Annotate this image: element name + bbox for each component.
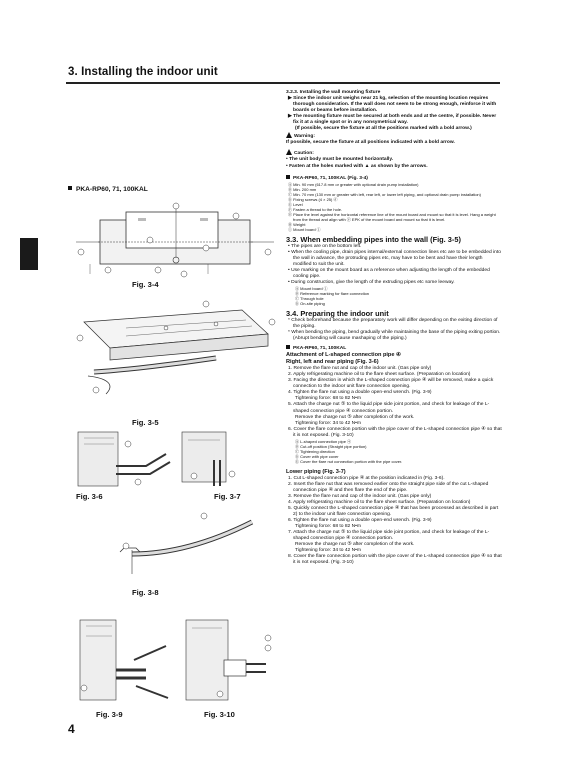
s323-bullet: (If possible, secure the fixture at all the positions marked with a bold arrow.) [295, 126, 472, 132]
s33-bullet: • The pipes are on the bottom left. [288, 243, 362, 249]
chapter-tab [20, 238, 38, 270]
caution-item: • The unit body must be mounted horizontally. [286, 157, 394, 163]
figure-3-5 [66, 298, 280, 398]
s33-heading: 3.3. When embedding pipes into the wall (Fig. 3-5) [286, 234, 461, 244]
fig34-item: Ⓕ Fasten a thread to the hole. [288, 206, 343, 212]
figure-3-4-label: Fig. 3-4 [132, 280, 159, 289]
figure-3-7 [180, 430, 278, 488]
lower-step: 5. Quickly connect the L-shaped connection pipe ④ that has been processed as described in part 2) to the indoor unit flare connection opening. [288, 505, 499, 518]
caution-item: • Fasten at the holes marked with ▲ as shown by the arrows. [286, 163, 428, 169]
right-step: Remove the charge nut ⑤ after completion of the work. [295, 414, 415, 420]
s33-bullet: • During construction, give the length of the extruding pipes etc some leeway. [288, 279, 455, 285]
s33-item: Ⓒ Through hole [295, 295, 324, 301]
fig34-item: Ⓒ Min. 70 mm (130 mm or greater with left, rear left, or lower left piping, and optional drain pump installation) [288, 191, 481, 197]
square-bullet-icon [68, 186, 72, 190]
lower-step: Tightening force: 34 to 42 N•m [295, 548, 361, 554]
square-bullet-icon [286, 175, 290, 179]
lower-step: Tightening force: 68 to 82 N•m [295, 524, 361, 530]
s34-model: PKA-RP60, 71, 100KAL [286, 345, 502, 352]
fig34-item: Ⓖ Place the level against the horizontal reference line of the mount board and mount so that it is level. Hang a weight from the thread and align with ⓔ EPK of the mount board and mount so that it is level. [288, 211, 496, 222]
s323-bullet: ▶ Since the indoor unit weighs near 21 kg, selection of the mounting location requires thorough consideration. If the wall does not seem to be strong enough, reinforce it with boards or beams before installation. [288, 96, 497, 114]
fig34-heading: PKA-RP60, 71, 100KAL (Fig. 3-4) [286, 175, 502, 182]
figure-3-7-label: Fig. 3-7 [214, 492, 241, 501]
lower-step: 1. Cut L-shaped connection pipe ④ at the position indicated in (Fig. 3-6). [288, 475, 445, 481]
s33-bullet: • Use marking on the mount board as a reference when adjusting the length of the embedded cooling pipe. [288, 267, 490, 279]
lower-piping-title: Lower piping (Fig. 3-7) [286, 468, 346, 475]
s34-note: * When bending the piping, bend gradually while maintaining the base of the piping exiting portion. (Abrupt bending will cause mashaping of the piping.) [288, 330, 501, 342]
right-item: Ⓓ Cover with pipe cover [295, 453, 339, 459]
right-item: Ⓑ Cut-off position (Straight pipe portion) [295, 443, 367, 449]
header-rule [66, 82, 500, 84]
fig34-item: Ⓘ Mount board ① [288, 226, 321, 232]
figure-3-5-label: Fig. 3-5 [132, 418, 159, 427]
fig34-item: Ⓑ Min. 200 mm [288, 186, 317, 192]
warning-text: If possible, secure the fixture at all positions indicated with a bold arrow. [286, 140, 455, 146]
s33-item: Ⓑ Reference marking for flare connection [295, 290, 370, 296]
fig34-item: Ⓗ Weight [288, 221, 306, 227]
page-title: 3. Installing the indoor unit [68, 66, 218, 78]
fig34-item: Ⓐ Min. 90 mm (617.8 mm or greater with optional drain pump installation) [288, 181, 419, 187]
figure-3-9-label: Fig. 3-9 [96, 710, 123, 719]
right-item: Ⓒ Tightening direction [295, 448, 335, 454]
s33-bullet: • When the cooling pipe, drain pipes internal/external connection lines etc are to be embedded into the wall in advance, the protruding pipes etc, may have to be bent and have their length modified to suit the unit. [288, 249, 501, 267]
right-step: 5. Attach the charge nut ⑤ to the liquid pipe side joint portion, and check for leakage of the L-shaped connection pipe ④ connection portion. [288, 402, 490, 414]
figure-3-10 [180, 616, 280, 706]
square-bullet-icon [286, 345, 290, 349]
right-step: Tightening force: 68 to 82 N•m [295, 396, 361, 402]
right-item: Ⓐ L-shaped connection pipe ④ [295, 438, 352, 444]
s34-note: * Check beforehand because the preparatory work will differ depending on the exiting direction of the piping. [288, 317, 498, 329]
right-step: Tightening force: 34 to 42 N•m [295, 420, 361, 426]
fig34-item: Ⓓ Fixing screws (4 × 25) ⓓ [288, 196, 338, 202]
right-piping-title: Right, left and rear piping (Fig. 3-6) [286, 359, 379, 366]
lower-step: 6. Tighten the flare nut using a double open-end wrench. (Fig. 3-9) [288, 518, 432, 524]
s34-heading: 3.4. Preparing the indoor unit [286, 308, 389, 318]
page-number: 4 [68, 722, 75, 736]
lower-step: 8. Cover the flare connection portion with the pipe cover of the L-shaped connection pipe ④ so that it is not exposed. (Fig. 3-10) [288, 554, 502, 566]
s33-item: Ⓓ On-site piping [295, 300, 325, 306]
figure-3-8-label: Fig. 3-8 [132, 588, 159, 597]
s323-heading: 3.2.3. Installing the wall mounting fixture [286, 90, 381, 95]
lower-step: 4. Apply refrigerating machine oil to the flare sheet surface. (Preparation on location) [288, 499, 471, 505]
left-model-text: PKA-RP60, 71, 100KAL [76, 186, 148, 193]
figure-3-6-label: Fig. 3-6 [76, 492, 103, 501]
right-item: Ⓔ Cover the flare nut connection portion with the pipe cover. [295, 458, 403, 464]
fig34-item: Ⓔ Level [288, 201, 303, 207]
right-step: 2. Apply refrigerating machine oil to the flare sheet surface. (Preparation on location) [288, 372, 471, 378]
lower-step: 2. Insert the flare nut that was removed earlier onto the straight pipe side of the cut L-shaped connection pipe ④ and then flare the end of the pipe. [288, 481, 489, 493]
right-text-column [286, 90, 502, 566]
lower-step: 7. Attach the charge nut ⑤ to the liquid pipe side joint portion, and check for leakage of the L-shaped connection pipe ④ connection portion. [288, 530, 490, 542]
figure-3-10-label: Fig. 3-10 [204, 710, 235, 719]
lower-step: 3. Remove the flare nut and cap of the indoor unit. (Gas pipe only) [288, 493, 432, 499]
caution-title: Caution: [286, 149, 502, 157]
left-model-label [68, 186, 148, 193]
warning-title: Warning: [286, 132, 502, 140]
right-step: 1. Remove the flare nut and cap of the indoor unit. (Gas pipe only) [288, 366, 432, 372]
lower-step: Remove the charge nut ⑤ after completion of the work. [295, 542, 415, 548]
warning-icon [286, 132, 292, 138]
right-step: 4. Tighten the flare nut using a double open-end wrench. (Fig. 3-9) [288, 390, 432, 396]
s33-item: Ⓐ Mount board ① [295, 285, 328, 291]
figure-3-8 [112, 508, 262, 578]
figure-3-6 [76, 430, 174, 488]
s323-bullet: ▶ The mounting fixture must be secured at both ends and at the centre, if possible. Never fix it at a single spot or in any nonsymetrical way. [288, 114, 497, 126]
attachment-title: Attachment of L-shaped connection pipe ④ [286, 352, 402, 359]
caution-icon [286, 149, 292, 155]
right-step: 6. Cover the flare connection portion with the pipe cover of the L-shaped connection pipe ④ so that it is not exposed. (Fig. 3-10) [288, 426, 502, 438]
figure-3-4 [68, 196, 280, 278]
figure-3-9 [76, 616, 176, 706]
right-step: 3. Facing the direction in which the L-shaped connection pipe ④ will be removed, make a quick connection to the indoor unit flare connection opening. [288, 378, 494, 390]
